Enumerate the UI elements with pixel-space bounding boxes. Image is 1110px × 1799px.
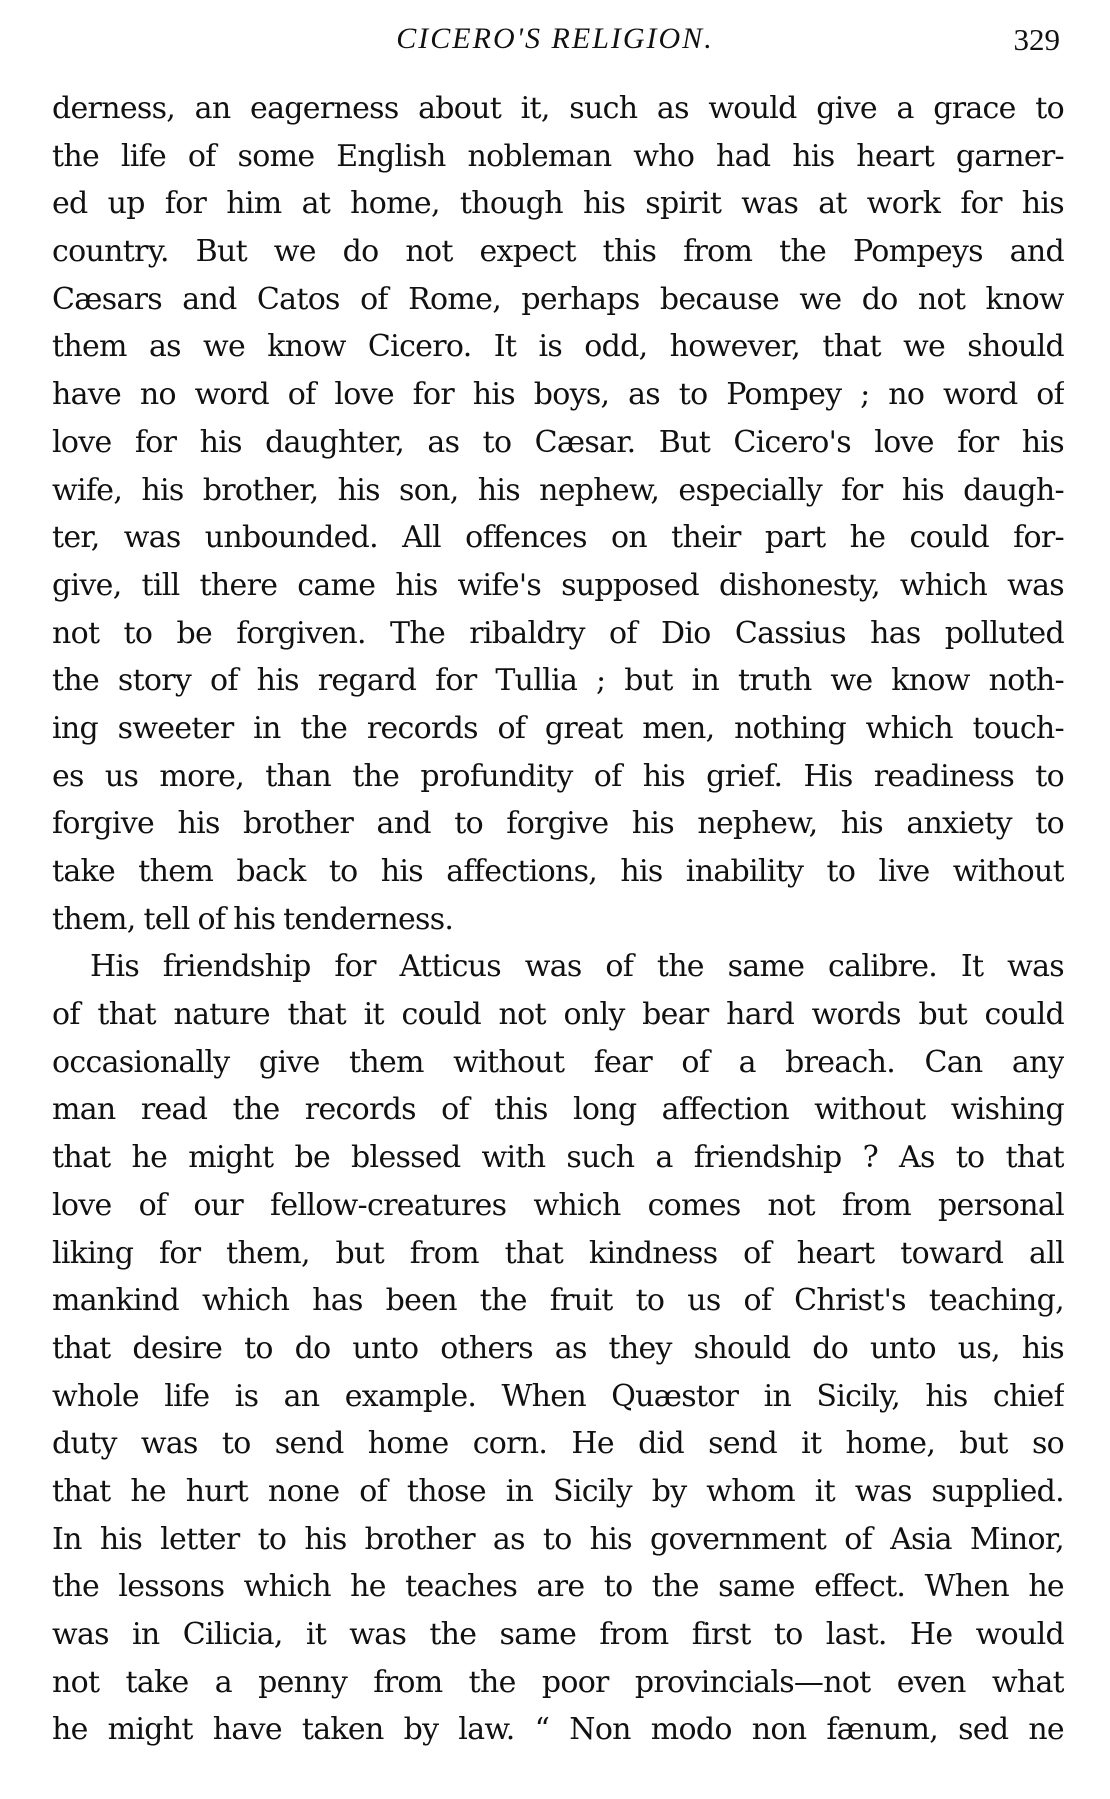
- text-line: not take a penny from the poor provincials—not even what: [52, 1664, 1064, 1700]
- text-line: he might have taken by law. “ Non modo non fænum, sed ne: [52, 1712, 1064, 1748]
- text-line: the lessons which he teaches are to the same effect. When he: [52, 1569, 1064, 1605]
- text-line: was in Cilicia, it was the same from first to last. He would: [52, 1617, 1064, 1652]
- text-line: Cæsars and Catos of Rome, perhaps because we do not know: [52, 281, 1064, 317]
- text-line: wife, his brother, his son, his nephew, especially for his daugh-: [52, 472, 1064, 508]
- text-line: es us more, than the profundity of his grief. His readiness to: [52, 758, 1064, 794]
- running-head: [50, 22, 1060, 62]
- text-line: forgive his brother and to forgive his nephew, his anxiety to: [52, 806, 1064, 842]
- text-line: love of our fellow-creatures which comes not from personal: [52, 1187, 1064, 1223]
- text-line: In his letter to his brother as to his government of Asia Minor,: [52, 1521, 1064, 1557]
- text-line: liking for them, but from that kindness of heart toward all: [52, 1235, 1064, 1271]
- text-line: His friendship for Atticus was of the same calibre. It was: [90, 949, 1064, 985]
- text-line: love for his daughter, as to Cæsar. But Cicero's love for his: [52, 424, 1064, 460]
- paragraph-2: [52, 943, 1064, 1754]
- text-line: man read the records of this long affection without wishing: [52, 1092, 1064, 1128]
- page-number: 329: [1013, 22, 1060, 57]
- text-line: have no word of love for his boys, as to Pompey ; no word of: [52, 377, 1064, 413]
- text-line: the life of some English nobleman who had his heart garner-: [52, 138, 1064, 174]
- paragraph-1: [52, 85, 1064, 943]
- text-line: not to be forgiven. The ribaldry of Dio Cassius has polluted: [52, 615, 1064, 651]
- text-line: them as we know Cicero. It is odd, however, that we should: [52, 329, 1064, 365]
- text-line: derness, an eagerness about it, such as would give a grace to: [52, 91, 1064, 126]
- text-line: whole life is an example. When Quæstor in Sicily, his chief: [52, 1378, 1064, 1414]
- text-line: occasionally give them without fear of a breach. Can any: [52, 1044, 1064, 1080]
- text-line: ing sweeter in the records of great men, nothing which touch-: [52, 710, 1064, 746]
- text-line: duty was to send home corn. He did send it home, but so: [52, 1426, 1064, 1462]
- text-line: mankind which has been the fruit to us of Christ's teaching,: [52, 1283, 1064, 1319]
- text-line: the story of his regard for Tullia ; but in truth we know noth-: [52, 663, 1064, 699]
- text-line: country. But we do not expect this from the Pompeys and: [52, 234, 1064, 270]
- text-line: that desire to do unto others as they should do unto us, his: [52, 1330, 1064, 1366]
- text-line: give, till there came his wife's supposed dishonesty, which was: [52, 567, 1064, 603]
- text-line: them, tell of his tenderness.: [52, 901, 454, 937]
- body-text: [52, 85, 1064, 1754]
- text-line: that he might be blessed with such a friendship ? As to that: [52, 1140, 1064, 1176]
- text-line: of that nature that it could not only bear hard words but could: [52, 997, 1064, 1033]
- text-line: take them back to his affections, his inability to live without: [52, 854, 1064, 889]
- text-line: ed up for him at home, though his spirit was at work for his: [52, 186, 1064, 222]
- running-title: CICERO'S RELIGION.: [396, 22, 714, 55]
- text-line: ter, was unbounded. All offences on their part he could for-: [52, 520, 1064, 556]
- text-line: that he hurt none of those in Sicily by whom it was supplied.: [52, 1473, 1064, 1509]
